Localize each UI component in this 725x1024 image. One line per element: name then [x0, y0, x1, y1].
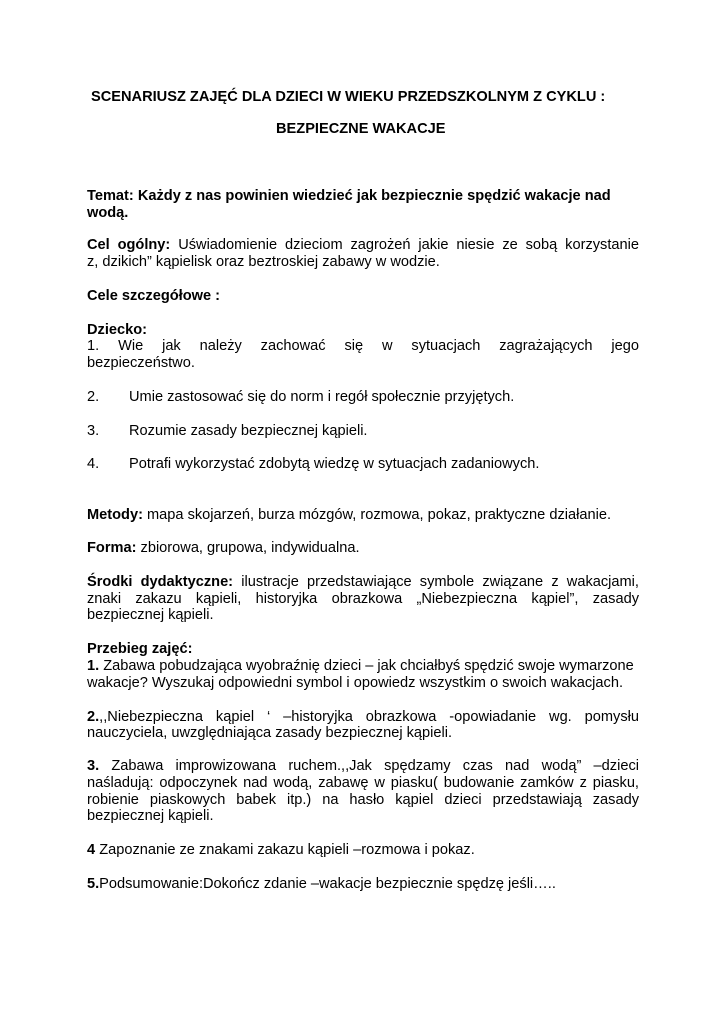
srodki-line-1 [87, 574, 639, 591]
step-4-text: Zapoznanie ze znakami zakazu kąpieli –rozmowa i pokaz. [99, 842, 475, 858]
step-2-line-2: nauczyciela, uwzględniająca zasady bezpiecznej kąpieli. [87, 725, 453, 741]
step-3-line-1 [87, 758, 639, 775]
goal-item-1-line-2: bezpieczeństwo. [87, 355, 195, 371]
forma-text: zbiorowa, grupowa, indywidualna. [140, 540, 360, 556]
step-5-text: Podsumowanie:Dokończ zdanie –wakacje bezpiecznie spędzę jeśli….. [99, 876, 556, 892]
step-1-line-1 [87, 658, 634, 675]
step-5-line [87, 876, 556, 893]
forma-line [87, 540, 360, 557]
step-3-text: Zabawa improwizowana ruchem.,,Jak spędzamy czas nad wodą” –dzieci [111, 758, 639, 774]
cele-szczegolowe-heading: Cele szczegółowe : [87, 288, 221, 304]
goal-item-4-text: Potrafi wykorzystać zdobytą wiedzę w sytuacjach zadaniowych. [129, 456, 540, 472]
cel-ogolny-line-1 [87, 237, 639, 254]
goal-item-2-text: Umie zastosować się do norm i regół społecznie przyjętych. [129, 389, 515, 405]
dziecko-label: Dziecko: [87, 322, 148, 338]
temat-text: Każdy z nas powinien wiedzieć jak bezpiecznie spędzić wakacje nad [137, 188, 611, 204]
step-2-text: ,,Niebezpieczna kąpiel ‘ –historyjka obrazkowa -opowiadanie wg. pomysłu [99, 709, 639, 725]
temat-label: Temat: [87, 188, 134, 204]
metody-label: Metody: [87, 507, 143, 523]
srodki-line-2: znaki zakazu kąpieli, historyjka obrazkowa „Niebezpieczna kąpiel”, zasady [87, 591, 639, 607]
goal-item-3-number: 3. [87, 423, 100, 439]
cel-ogolny-label: Cel ogólny: [87, 237, 171, 253]
step-2-line-1 [87, 709, 639, 726]
step-4-number: 4 [87, 842, 96, 858]
step-4-line [87, 842, 475, 859]
goal-item-2-number: 2. [87, 389, 100, 405]
step-1-line-2: wakacje? Wyszukaj odpowiedni symbol i opowiedz wszystkim o swoich wakacjach. [87, 675, 623, 691]
goal-item-4-number: 4. [87, 456, 100, 472]
goal-item-1-text: Wie jak należy zachować się w sytuacjach zagrażających jego [118, 338, 639, 354]
goal-item-3-text: Rozumie zasady bezpiecznej kąpieli. [129, 423, 368, 439]
cel-ogolny-line-2: z, dzikich” kąpielisk oraz beztroskiej zabawy w wodzie. [87, 254, 440, 270]
srodki-line-3: bezpiecznej kąpieli. [87, 607, 214, 623]
forma-label: Forma: [87, 540, 137, 556]
temat-line-2: wodą. [87, 205, 129, 221]
step-3-line-2: naśladują: odpoczynek nad wodą, zabawę w piasku( budowanie zamków z piasku, [87, 775, 639, 791]
step-3-line-3: robienie piaskowych babek itp.) na hasło kąpiel dzieci przedstawiają zasady [87, 792, 639, 808]
cel-ogolny-text: Uświadomienie dzieciom zagrożeń jakie niesie ze sobą korzystanie [178, 237, 639, 253]
step-5-number: 5. [87, 876, 100, 892]
step-3-line-4: bezpiecznej kąpieli. [87, 808, 214, 824]
document-title: SCENARIUSZ ZAJĘĆ DLA DZIECI W WIEKU PRZEDSZKOLNYM Z CYKLU : [91, 89, 606, 105]
temat-line-1 [87, 188, 611, 205]
document-subtitle: BEZPIECZNE WAKACJE [276, 121, 446, 137]
goal-item-1-number: 1. [87, 338, 100, 354]
step-2-number: 2. [87, 709, 100, 725]
srodki-text-1: ilustracje przedstawiające symbole związane z wakacjami, [241, 574, 639, 590]
metody-text: mapa skojarzeń, burza mózgów, rozmowa, pokaz, praktyczne działanie. [147, 507, 611, 523]
metody-line [87, 507, 611, 524]
goal-item-1-line-1 [87, 338, 639, 355]
srodki-label: Środki dydaktyczne: [87, 574, 234, 590]
przebieg-heading: Przebieg zajęć: [87, 641, 193, 657]
step-1-text: Zabawa pobudzająca wyobraźnię dzieci – jak chciałbyś spędzić swoje wymarzone [103, 658, 634, 674]
step-3-number: 3. [87, 758, 100, 774]
step-1-number: 1. [87, 658, 100, 674]
